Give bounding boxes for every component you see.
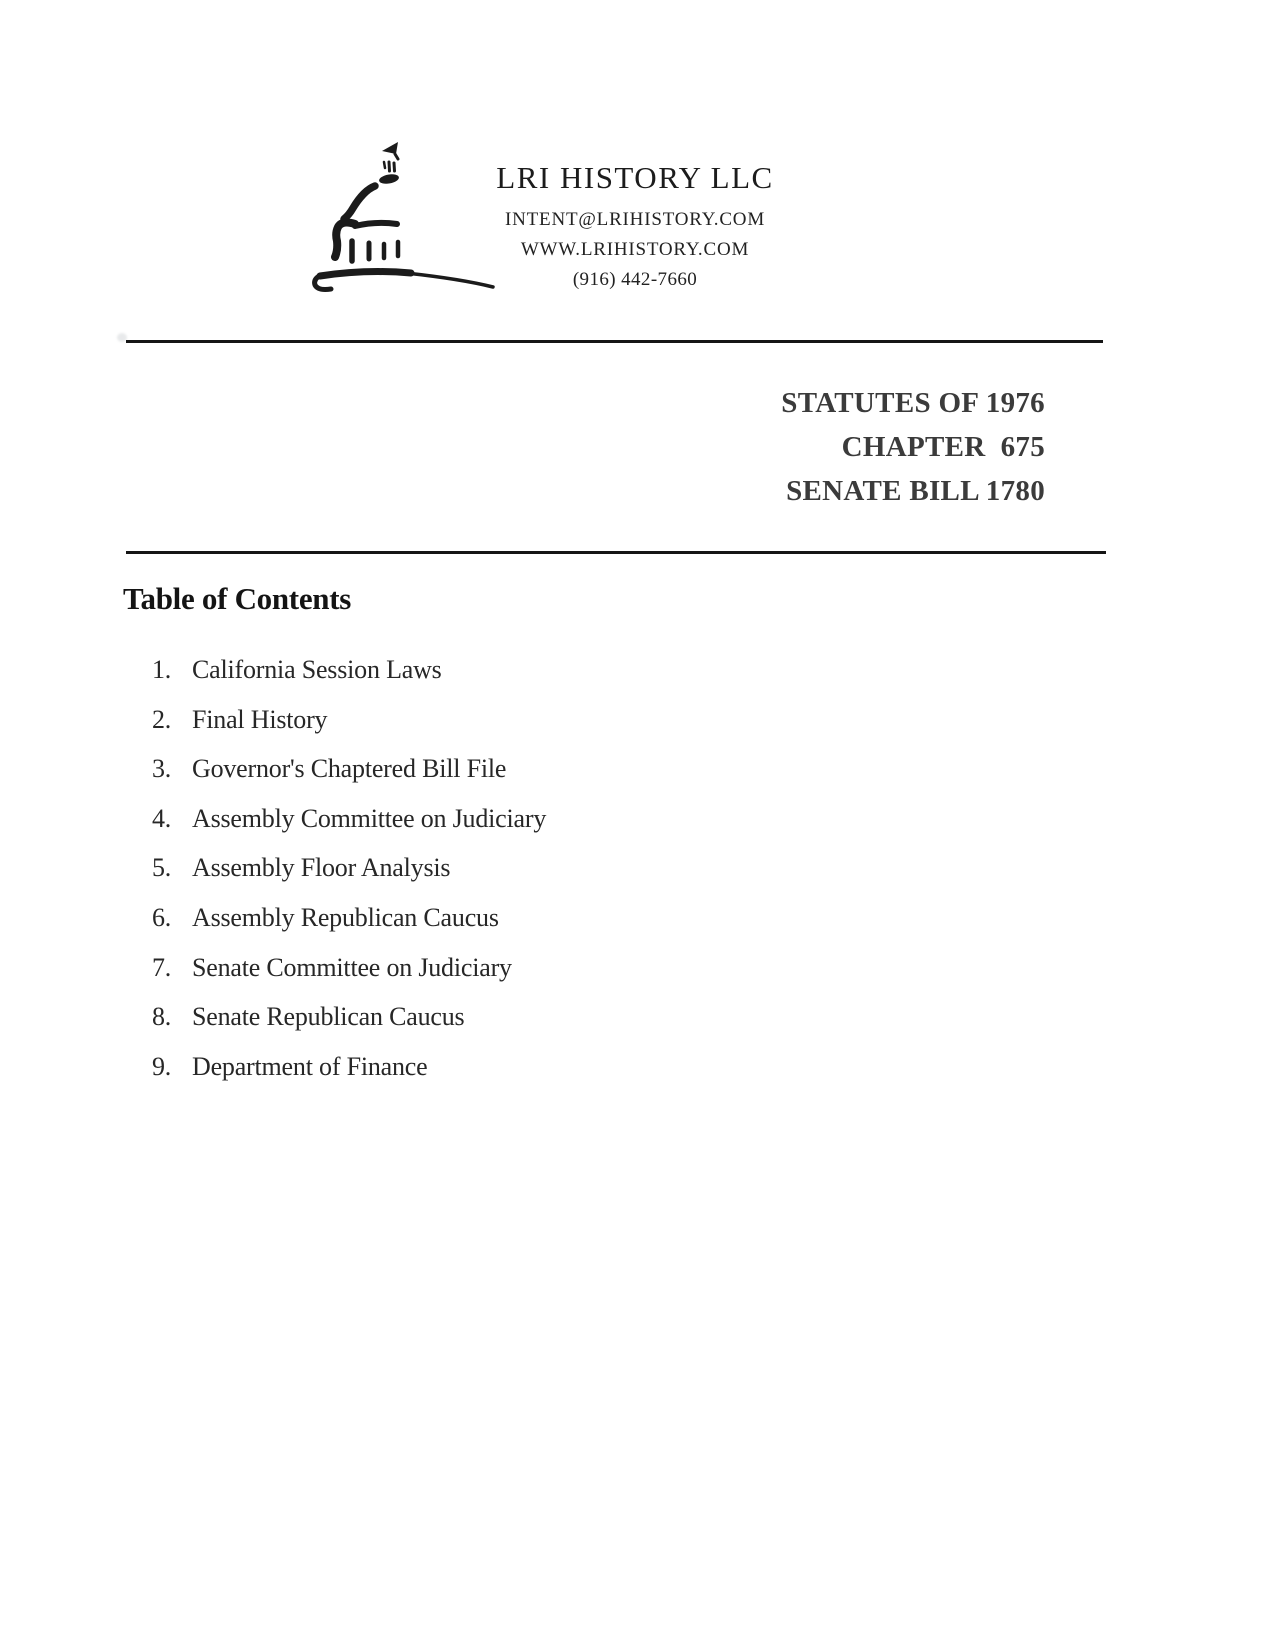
- toc-item-label: Governor's Chaptered Bill File: [192, 754, 507, 784]
- toc-item-label: Senate Republican Caucus: [192, 1002, 465, 1032]
- divider-top: [126, 340, 1103, 343]
- company-email: INTENT@LRIHISTORY.COM: [504, 209, 766, 230]
- toc-item-label: Final History: [192, 704, 328, 734]
- toc-item-label: California Session Laws: [192, 655, 442, 684]
- toc-item-number: 1.: [152, 655, 172, 684]
- toc-item-number: 8.: [152, 1002, 172, 1032]
- company-website: WWW.LRIHISTORY.COM: [520, 239, 750, 260]
- toc-item-number: 4.: [152, 803, 172, 833]
- chapter-line: CHAPTER 675: [841, 431, 1045, 463]
- toc-item-label: Department of Finance: [192, 1051, 428, 1081]
- toc-item-number: 5.: [152, 853, 172, 883]
- company-name: LRI HISTORY LLC: [496, 160, 774, 195]
- toc-item-label: Senate Committee on Judiciary: [192, 952, 512, 982]
- toc-item: [152, 703, 852, 753]
- divider-bottom: [126, 551, 1106, 554]
- toc-item-number: 6.: [152, 902, 172, 932]
- toc-item: [152, 653, 852, 703]
- statutes-title-block: [645, 381, 1045, 513]
- statutes-line: STATUTES OF 1976: [781, 387, 1045, 419]
- toc-item-label: Assembly Republican Caucus: [192, 902, 499, 932]
- toc-list: [152, 653, 852, 1099]
- toc-item: [152, 752, 852, 802]
- toc-item: [152, 1050, 852, 1100]
- toc-item: [152, 1000, 852, 1050]
- toc-item-number: 3.: [152, 754, 172, 784]
- toc-item-number: 2.: [152, 704, 172, 734]
- senate-bill-line: SENATE BILL 1780: [786, 475, 1045, 507]
- toc-item: [152, 951, 852, 1001]
- toc-heading: Table of Contents: [123, 581, 352, 616]
- toc-item: [152, 851, 852, 901]
- company-phone: (916) 442-7660: [572, 269, 698, 290]
- toc-item: [152, 802, 852, 852]
- toc-item-label: Assembly Committee on Judiciary: [192, 803, 547, 833]
- toc-item-number: 7.: [152, 952, 172, 982]
- toc-item: [152, 901, 852, 951]
- letterhead: [400, 160, 870, 292]
- toc-item-label: Assembly Floor Analysis: [192, 853, 451, 883]
- toc-item-number: 9.: [152, 1051, 172, 1081]
